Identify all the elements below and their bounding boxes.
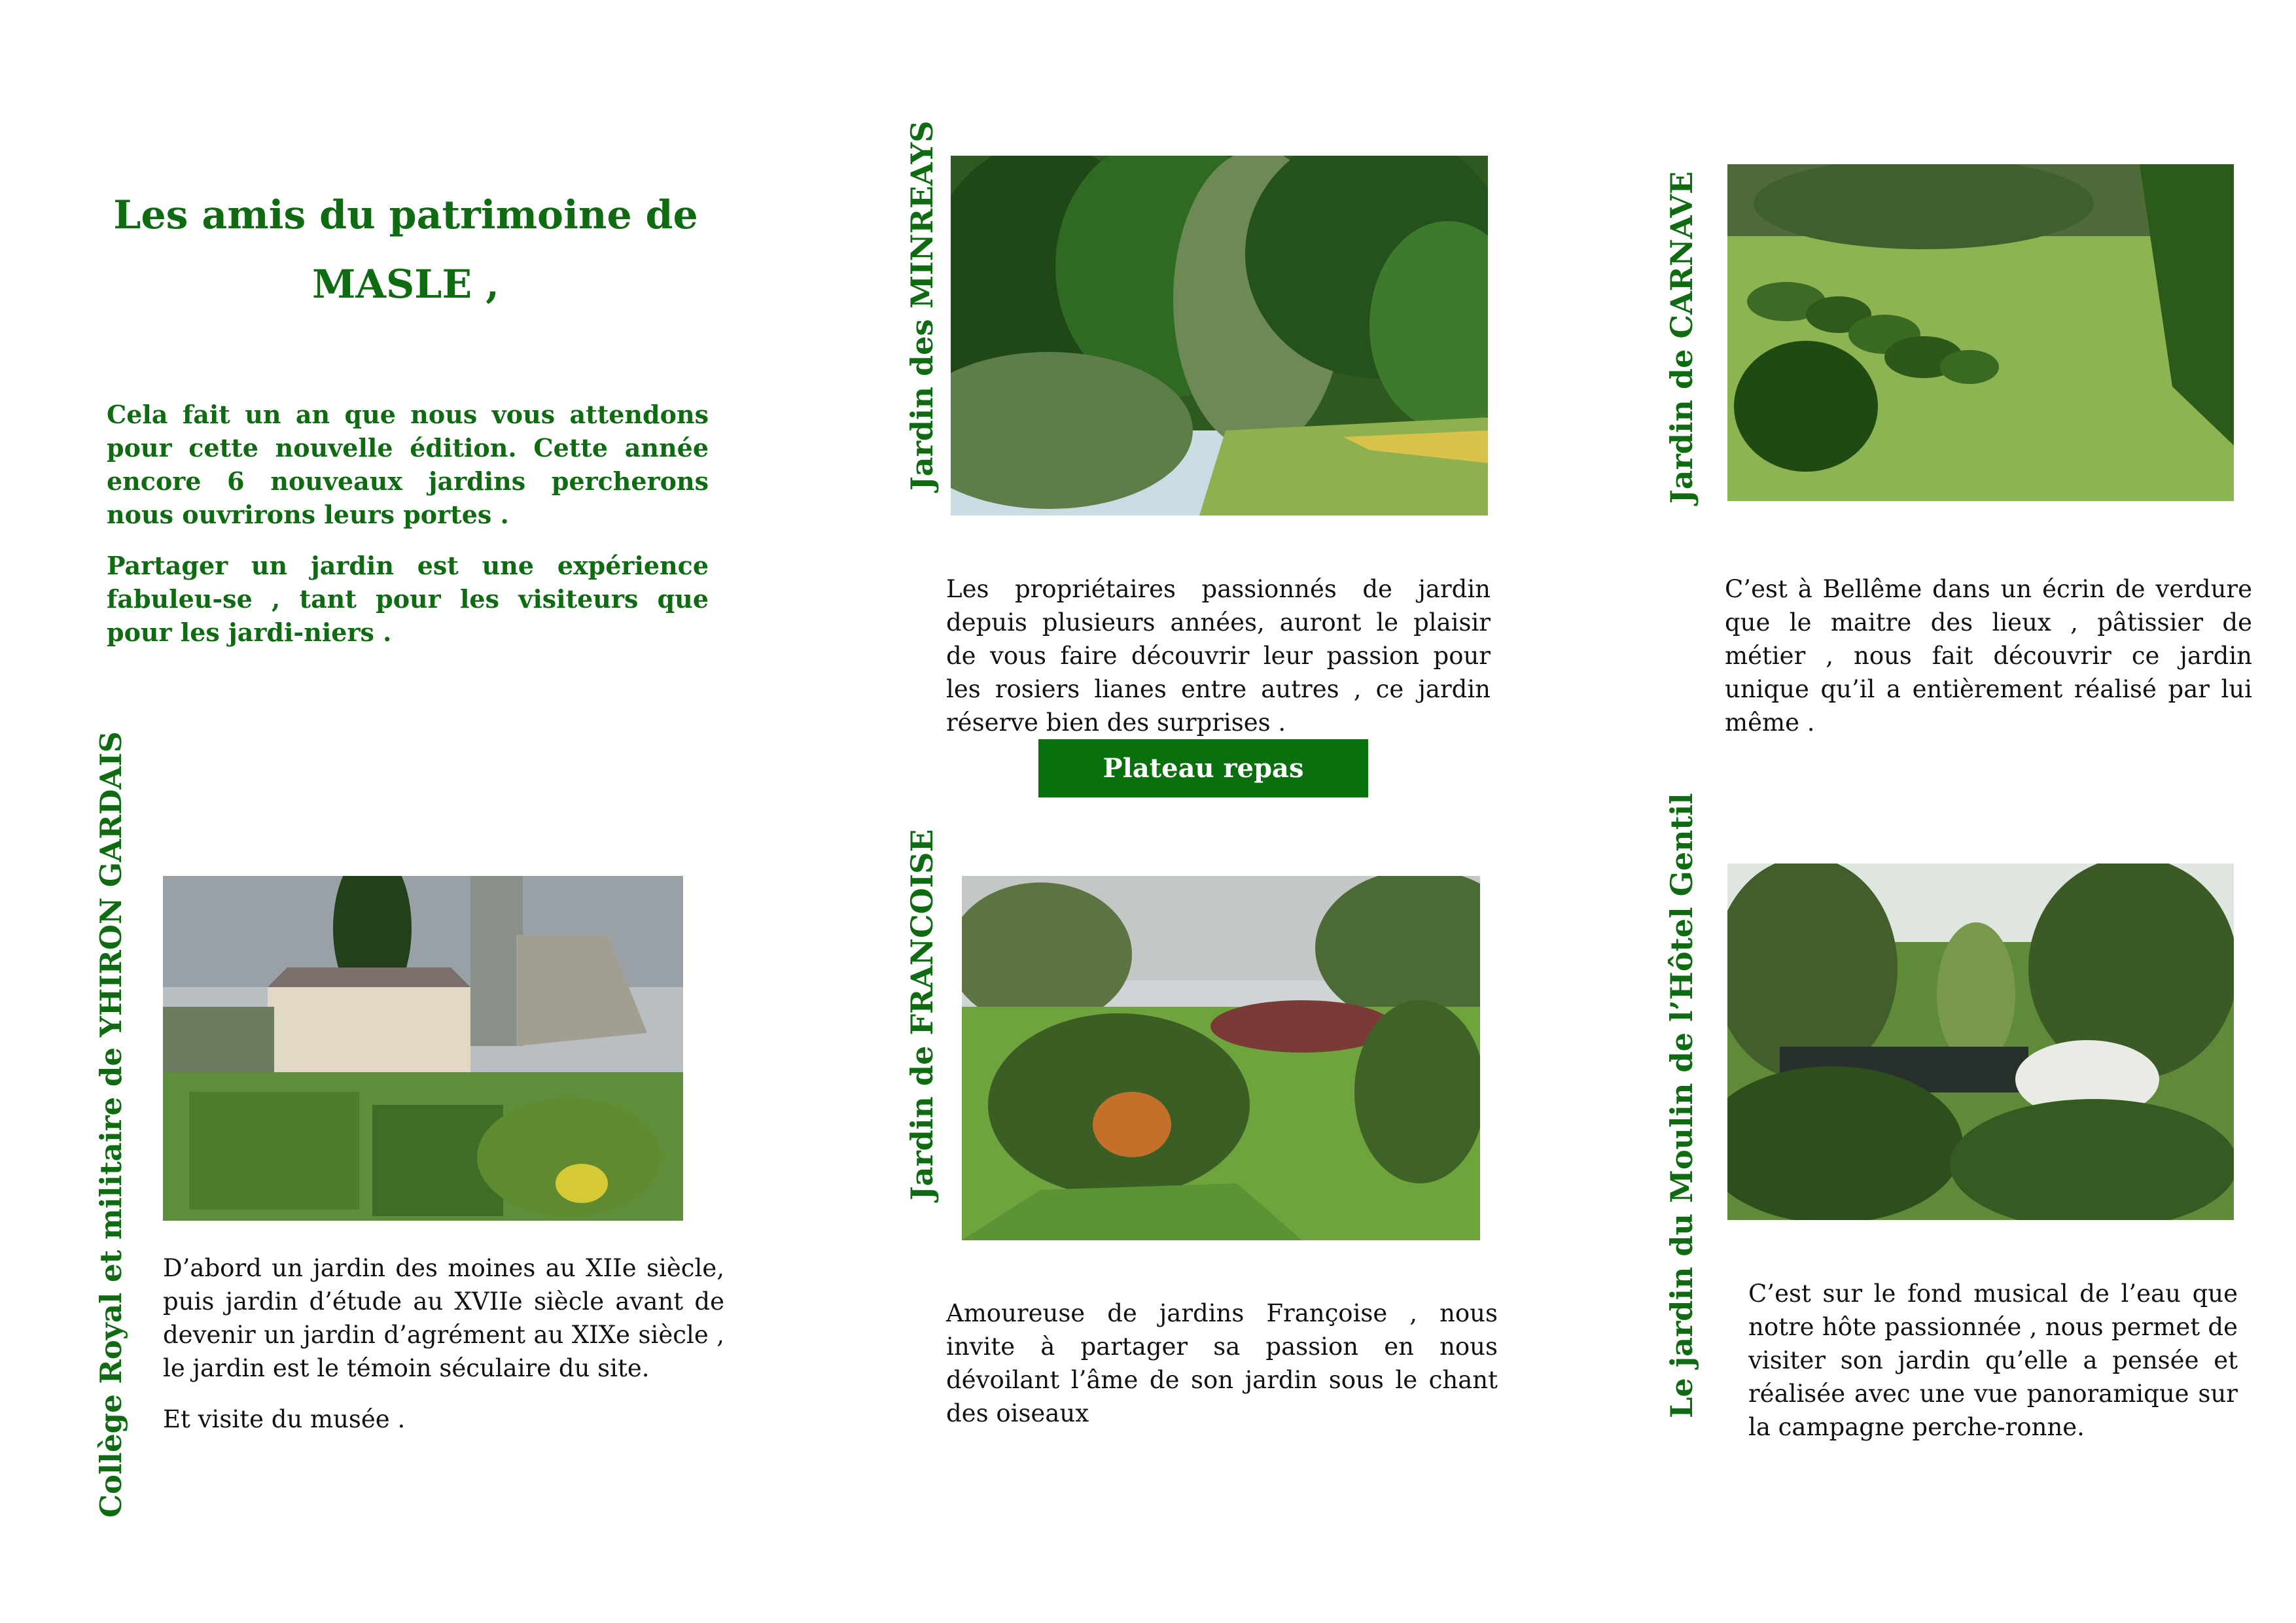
college-description [163,1251,724,1454]
college-text-2: Et visite du musée . [163,1405,406,1433]
carnave-text: C’est à Bellême dans un écrin de verdure que le maitre des lieux , pâtissier de métier , nous fait découvrir ce jardin unique qu’il a entièrement réalisé par lui même . [1725,575,2252,737]
intro-paragraph-2: Partager un jardin est une expérience fabuleu-se , tant pour les visiteurs que pour les jardi-niers . [107,551,709,647]
moulin-photo [1727,864,2234,1220]
minreays-text: Les propriétaires passionnés de jardin depuis plusieurs années, auront le plaisir de vous faire découvrir leur passion pour les rosiers lianes entre autres , ce jardin réserve bien des surprises . [946,575,1491,737]
college-text: D’abord un jardin des moines au XIIe siècle, puis jardin d’étude au XVIIe siècle avant de devenir un jardin d’agrément au XIXe siècle , le jardin est le témoin séculaire du site. [163,1254,724,1382]
carnave-photo [1727,164,2234,501]
francoise-photo [962,876,1480,1240]
minreays-description [946,572,1491,757]
moulin-description [1748,1277,2238,1461]
plateau-repas-label: Plateau repas [1103,753,1304,784]
moulin-text: C’est sur le fond musical de l’eau que notre hôte passionnée , nous permet de visiter son jardin qu’elle a pensée et réalisée avec une vue panoramique sur la campagne perche-ronne. [1748,1280,2238,1441]
title-line-1: Les amis du patrimoine de [113,192,698,238]
college-label: Collège Royal et militaire de YHIRON GARDAIS [94,731,128,1518]
intro-text [107,398,709,667]
francoise-description [946,1297,1498,1448]
title-line-2: MASLE , [312,262,499,307]
carnave-label: Jardin de CARNAVE [1664,171,1699,504]
intro-paragraph-1: Cela fait un an que nous vous attendons pour cette nouvelle édition. Cette année encore 6 nouveaux jardins percherons nous ouvrirons leurs portes . [107,400,709,529]
college-photo [163,876,683,1221]
minreays-label: Jardin des MINREAYS [904,120,940,491]
francoise-text: Amoureuse de jardins Françoise , nous invite à partager sa passion en nous dévoilant l’âme de son jardin sous le chant des oiseaux [946,1299,1498,1427]
francoise-label: Jardin de FRANCOISE [904,829,940,1200]
minreays-photo [951,156,1488,515]
moulin-label: Le jardin du Moulin de l’Hôtel Gentil [1664,793,1699,1418]
carnave-description [1725,572,2252,757]
page-title [98,181,713,319]
plateau-repas-banner [1038,739,1368,797]
